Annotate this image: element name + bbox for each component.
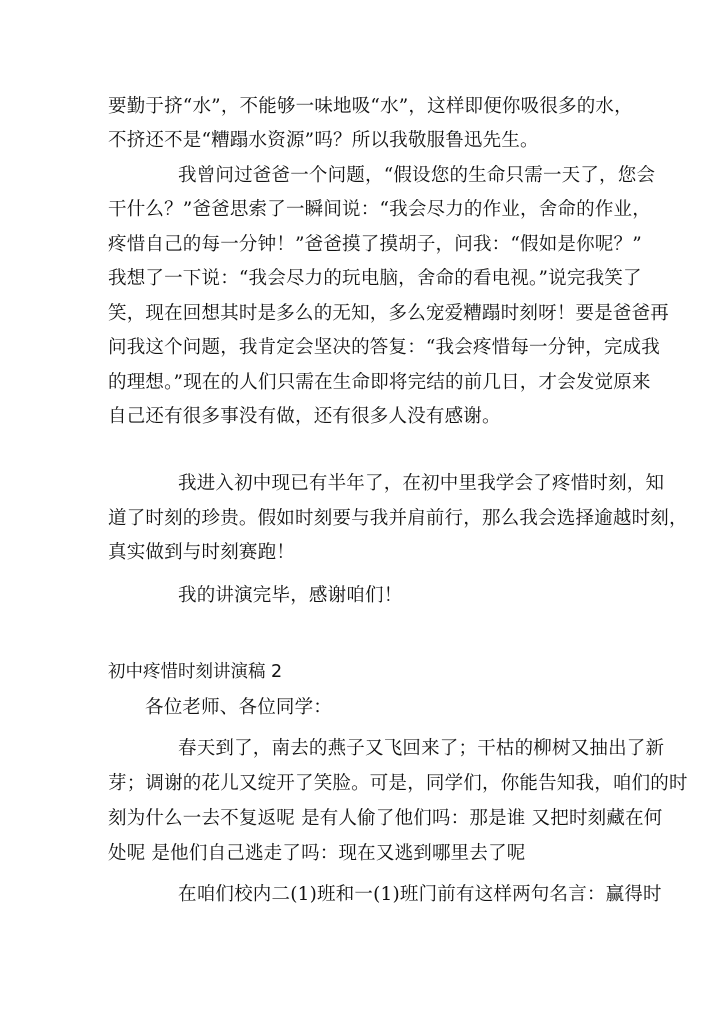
paragraph-line: 不挤还不是“糟蹋水资源”吗？所以我敬服鲁迅先生。 bbox=[108, 130, 539, 151]
paragraph-line: 真实做到与时刻赛跑！ bbox=[108, 542, 296, 563]
paragraph-line: 春天到了，南去的燕子又飞回来了；干枯的柳树又抽出了新 bbox=[178, 738, 665, 759]
paragraph-line: 要勤于挤“水”，不能够一味地吸“水”，这样即便你吸很多的水， bbox=[108, 96, 633, 117]
section-title: 初中疼惜时刻讲演稿 2 bbox=[108, 662, 283, 682]
paragraph-line: 疼惜自己的每一分钟！”爸爸摸了摸胡子，问我：“假如是你呢？” bbox=[108, 234, 642, 255]
paragraph-line: 笑，现在回想其时是多么的无知，多么宠爱糟蹋时刻呀！要是爸爸再 bbox=[108, 303, 670, 324]
paragraph-line: 道了时刻的珍贵。假如时刻要与我并肩前行，那么我会选择逾越时刻， bbox=[108, 508, 688, 529]
paragraph-line: 我的讲演完毕，感谢咱们！ bbox=[178, 585, 403, 606]
paragraph-line: 我曾问过爸爸一个问题，“假设您的生命只需一天了，您会 bbox=[178, 165, 656, 186]
paragraph-line: 的理想。”现在的人们只需在生命即将完结的前几日，才会发觉原来 bbox=[108, 372, 651, 393]
paragraph-line: 在咱们校内二(1)班和一(1)班门前有这样两句名言：赢得时 bbox=[178, 884, 662, 905]
paragraph-line: 自己还有很多事没有做，还有很多人没有感谢。 bbox=[108, 406, 501, 427]
paragraph-line: 处呢 是他们自己逃走了吗：现在又逃到哪里去了呢 bbox=[108, 843, 526, 864]
paragraph-line: 芽；调谢的花儿又绽开了笑脸。可是，同学们，你能告知我，咱们的时 bbox=[108, 773, 688, 794]
paragraph-line: 干什么？”爸爸思索了一瞬间说：“我会尽力的作业，舍命的作业， bbox=[108, 199, 651, 220]
paragraph-line: 我进入初中现已有半年了，在初中里我学会了疼惜时刻，知 bbox=[178, 473, 665, 494]
greeting: 各位老师、各位同学： bbox=[145, 697, 333, 718]
paragraph-line: 刻为什么一去不复返呢 是有人偷了他们吗：那是谁 又把时刻藏在何 bbox=[108, 808, 663, 829]
paragraph-line: 我想了一下说：“我会尽力的玩电脑，舍命的看电视。”说完我笑了 bbox=[108, 268, 642, 289]
paragraph-line: 问我这个问题，我肯定会坚决的答复：“我会疼惜每一分钟，完成我 bbox=[108, 337, 660, 358]
